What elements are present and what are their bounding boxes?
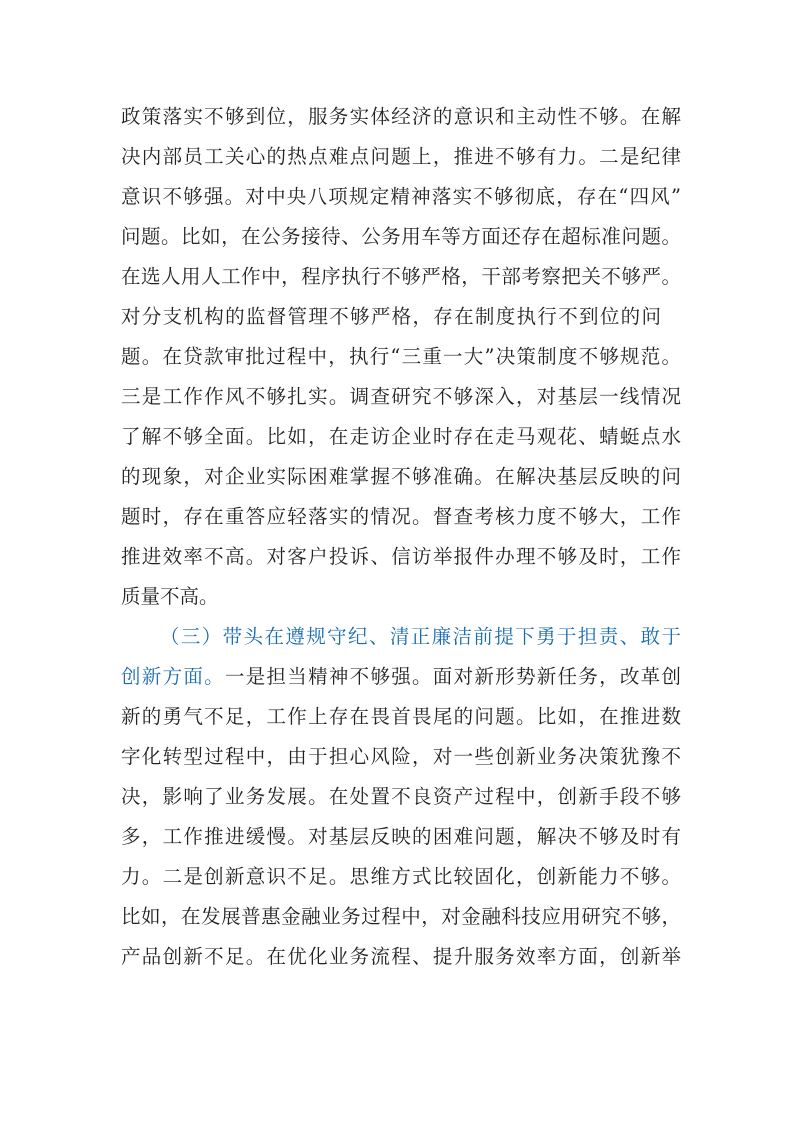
paragraph-line (121, 660, 681, 694)
paragraph-line: 问题。比如，在公务接待、公务用车等方面还存在超标准问题。 (121, 225, 681, 248)
paragraph-line: 产品创新不足。在优化业务流程、提升服务效率方面，创新举 (121, 945, 681, 968)
paragraph-line: 题。在贷款审批过程中，执行“三重一大”决策制度不够规范。 (121, 345, 681, 368)
paragraph-line: 三是工作作风不够扎实。调查研究不够深入，对基层一线情况 (121, 385, 681, 408)
paragraph-line: 字化转型过程中，由于担心风险，对一些创新业务决策犹豫不 (121, 745, 681, 768)
paragraph-line: 比如，在发展普惠金融业务过程中，对金融科技应用研究不够， (121, 905, 681, 928)
paragraph-line: 意识不够强。对中央八项规定精神落实不够彻底，存在“四风” (121, 185, 681, 208)
paragraph-text: 一是担当精神不够强。面对新形势新任务，改革创 (224, 665, 681, 688)
paragraph-line: 在选人用人工作中，程序执行不够严格，干部考察把关不够严。 (121, 265, 681, 288)
paragraph-line: 推进效率不高。对客户投诉、信访举报件办理不够及时，工作 (121, 545, 681, 568)
paragraph-line: 决内部员工关心的热点难点问题上，推进不够有力。二是纪律 (121, 145, 681, 168)
section-heading-continued: 创新方面。 (121, 665, 225, 688)
paragraph-line: 的现象，对企业实际困难掌握不够准确。在解决基层反映的问 (121, 465, 681, 488)
paragraph-line: 多，工作推进缓慢。对基层反映的困难问题，解决不够及时有 (121, 825, 681, 848)
paragraph-line: 对分支机构的监督管理不够严格，存在制度执行不到位的问 (121, 305, 661, 328)
paragraph-line: 新的勇气不足，工作上存在畏首畏尾的问题。比如，在推进数 (121, 705, 681, 728)
paragraph-line: 了解不够全面。比如，在走访企业时存在走马观花、蜻蜓点水 (121, 425, 681, 448)
paragraph-line: 力。二是创新意识不足。思维方式比较固化，创新能力不够。 (121, 865, 681, 888)
paragraph-line: 政策落实不够到位，服务实体经济的意识和主动性不够。在解 (121, 105, 681, 128)
paragraph-line: 质量不高。 (121, 585, 219, 608)
section-heading: （三）带头在遵规守纪、清正廉洁前提下勇于担责、敢于 (160, 625, 681, 648)
paragraph-line: 题时，存在重答应轻落实的情况。督查考核力度不够大，工作 (121, 505, 681, 528)
paragraph-line: 决，影响了业务发展。在处置不良资产过程中，创新手段不够 (121, 785, 681, 808)
